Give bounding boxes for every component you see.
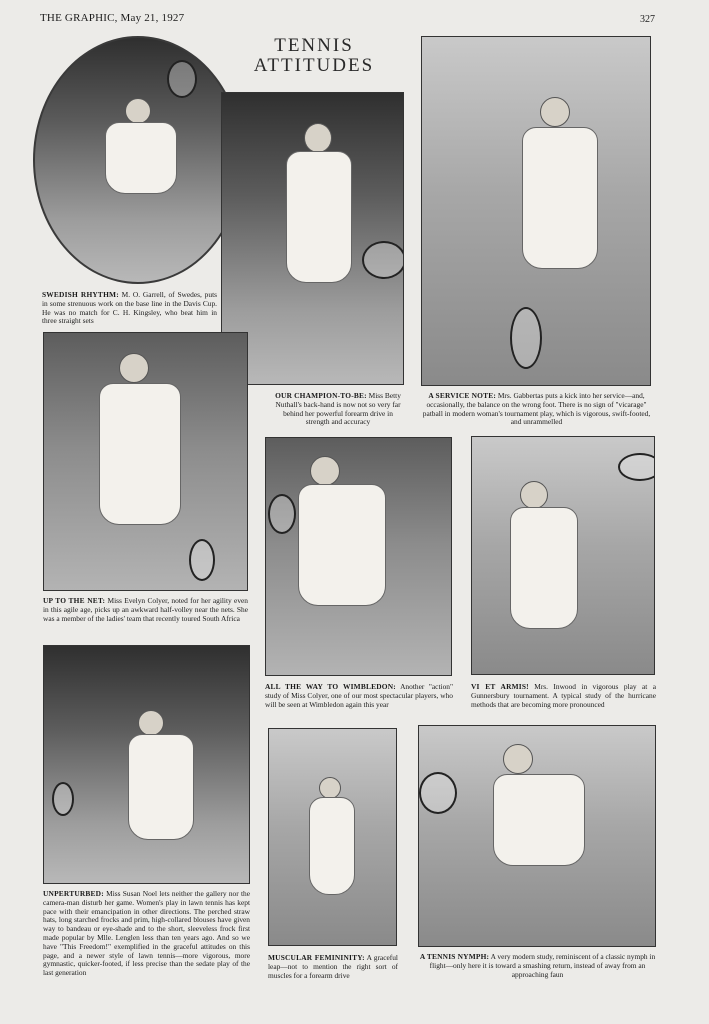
page-title <box>228 36 400 76</box>
caption-label: VI ET ARMIS! <box>471 682 529 691</box>
caption-text: Miss Susan Noel lets neither the gallery nor the camera-man disturb her game. Women's play in lawn tennis has kept pace with their emancipation in other directions. The perched straw hats, long starched frocks and prim, high-collared blouses have given way to bandeau or eye-shade and to the short, sleeveless frock first made popular by Mlle. Lenglen less than ten years ago. And so we have "This Freedom!" exemplified in the graceful attitudes on this page, and a newer style of lawn tennis—more vigorous, more gymnastic, quicker-footed, if less precise than the sedate play of the last generation <box>43 889 250 978</box>
masthead: THE GRAPHIC, May 21, 1927 <box>40 12 185 24</box>
caption-label: ALL THE WAY TO WIMBLEDON: <box>265 682 396 691</box>
caption-label: MUSCULAR FEMININITY: <box>268 953 365 962</box>
caption-text: Mrs. Inwood in vigorous play at a Gunnersbury tournament. A typical study of the hurricane methods that are becoming more pronounced <box>471 682 656 709</box>
photo-muscular-femininity <box>268 728 397 946</box>
title-line-2: ATTITUDES <box>253 55 375 76</box>
caption-label: OUR CHAMPION-TO-BE: <box>275 391 367 400</box>
caption-text: Mrs. Gabbertas puts a kick into her service—and, occasionally, the balance on the wrong foot. There is no sign of "vicarage" patball in modern woman's tournament play, which is vigorous, swift-footed, and unrammelled <box>422 391 651 427</box>
photo-up-to-the-net <box>43 332 248 591</box>
caption-service-note <box>421 392 652 427</box>
caption-text: M. O. Garrell, of Swedes, puts in some strenuous work on the base line in the Davis Cup. He was no match for C. H. Kingsley, who beat him in three straight sets <box>42 290 218 326</box>
caption-label: A TENNIS NYMPH: <box>419 952 490 961</box>
caption-tennis-nymph <box>418 953 657 979</box>
photo-service-note <box>421 36 651 386</box>
caption-label: SWEDISH RHYTHM: <box>42 290 119 299</box>
caption-label: A SERVICE NOTE: <box>428 391 497 400</box>
caption-champion-to-be <box>272 392 404 427</box>
photo-tennis-nymph <box>418 725 656 947</box>
photo-all-the-way-to-wimbledon <box>265 437 452 676</box>
photo-vi-et-armis <box>471 436 655 675</box>
caption-swedish-rhythm <box>42 291 217 326</box>
photo-champion-to-be <box>221 92 404 385</box>
page-number: 327 <box>640 14 655 25</box>
caption-unperturbed <box>43 890 250 978</box>
caption-text: A very modern study, reminiscent of a classic nymph in flight—only here it is toward a smashing return, instead of away from an approaching faun <box>429 952 656 979</box>
caption-text: A graceful leap—not to mention the right sort of muscles for a forearm drive <box>268 953 398 980</box>
caption-text: Another "action" study of Miss Colyer, one of our most spectacular players, who will be seen at Wimbledon again this year <box>265 682 453 709</box>
caption-up-to-the-net <box>43 597 248 623</box>
title-line-1: TENNIS <box>274 35 354 56</box>
photo-unperturbed <box>43 645 250 884</box>
caption-vi-et-armis <box>471 683 656 709</box>
caption-text: Miss Evelyn Colyer, noted for her agility even in this agile age, picks up an awkward half-volley near the nets. She was a member of the ladies' team that recently toured South Africa <box>43 596 248 623</box>
caption-text: Miss Betty Nuthall's back-hand is now not so very far behind her powerful forearm drive in strength and accuracy <box>275 391 401 427</box>
caption-all-the-way-to-wimbledon <box>265 683 453 709</box>
photo-swedish-rhythm <box>33 36 243 284</box>
caption-label: UP TO THE NET: <box>43 596 106 605</box>
caption-muscular-femininity <box>268 954 398 980</box>
caption-label: UNPERTURBED: <box>43 889 104 898</box>
